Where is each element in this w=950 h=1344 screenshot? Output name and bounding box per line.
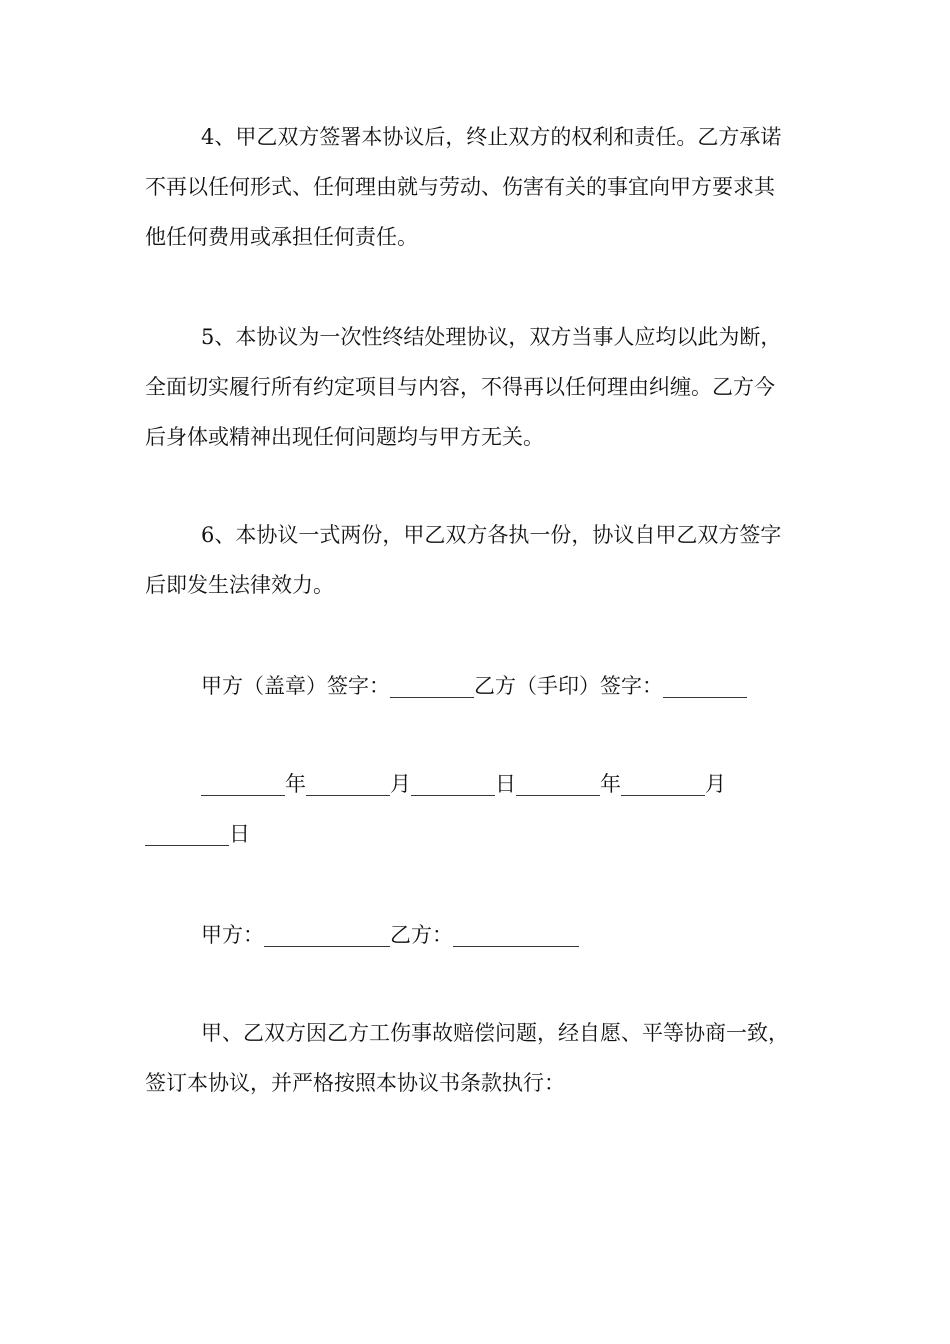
clause-6-line-1: 6、本协议一式两份，甲乙双方各执一份，协议自甲乙双方签字 <box>201 523 782 547</box>
clause-4-line-2: 不再以任何形式、任何理由就与劳动、伤害有关的事宜向甲方要求其 <box>145 175 775 199</box>
preamble-line-1: 甲、乙双方因乙方工伤事故赔偿问题，经自愿、平等协商一致， <box>201 1021 789 1045</box>
clause-5-line-1: 5、本协议为一次性终结处理协议，双方当事人应均以此为断， <box>201 325 782 349</box>
clause-5-line-2: 全面切实履行所有约定项目与内容，不得再以任何理由纠缠。乙方今 <box>145 375 775 399</box>
clause-4-line-1: 4、甲乙双方签署本协议后，终止双方的权利和责任。乙方承诺 <box>201 125 782 149</box>
date-line-1: ________年________月________日________年________月 <box>201 772 726 796</box>
parties-line: 甲方：____________乙方：____________ <box>201 923 579 947</box>
signature-line: 甲方（盖章）签字：________乙方（手印）签字：________ <box>201 674 747 698</box>
clause-5-line-3: 后身体或精神出现任何问题均与甲方无关。 <box>145 425 544 449</box>
date-line-2: ________日 <box>145 822 250 846</box>
clause-6-line-2: 后即发生法律效力。 <box>145 573 334 597</box>
preamble-line-2: 签订本协议，并严格按照本协议书条款执行： <box>145 1071 565 1095</box>
clause-4-line-3: 他任何费用或承担任何责任。 <box>145 225 418 249</box>
